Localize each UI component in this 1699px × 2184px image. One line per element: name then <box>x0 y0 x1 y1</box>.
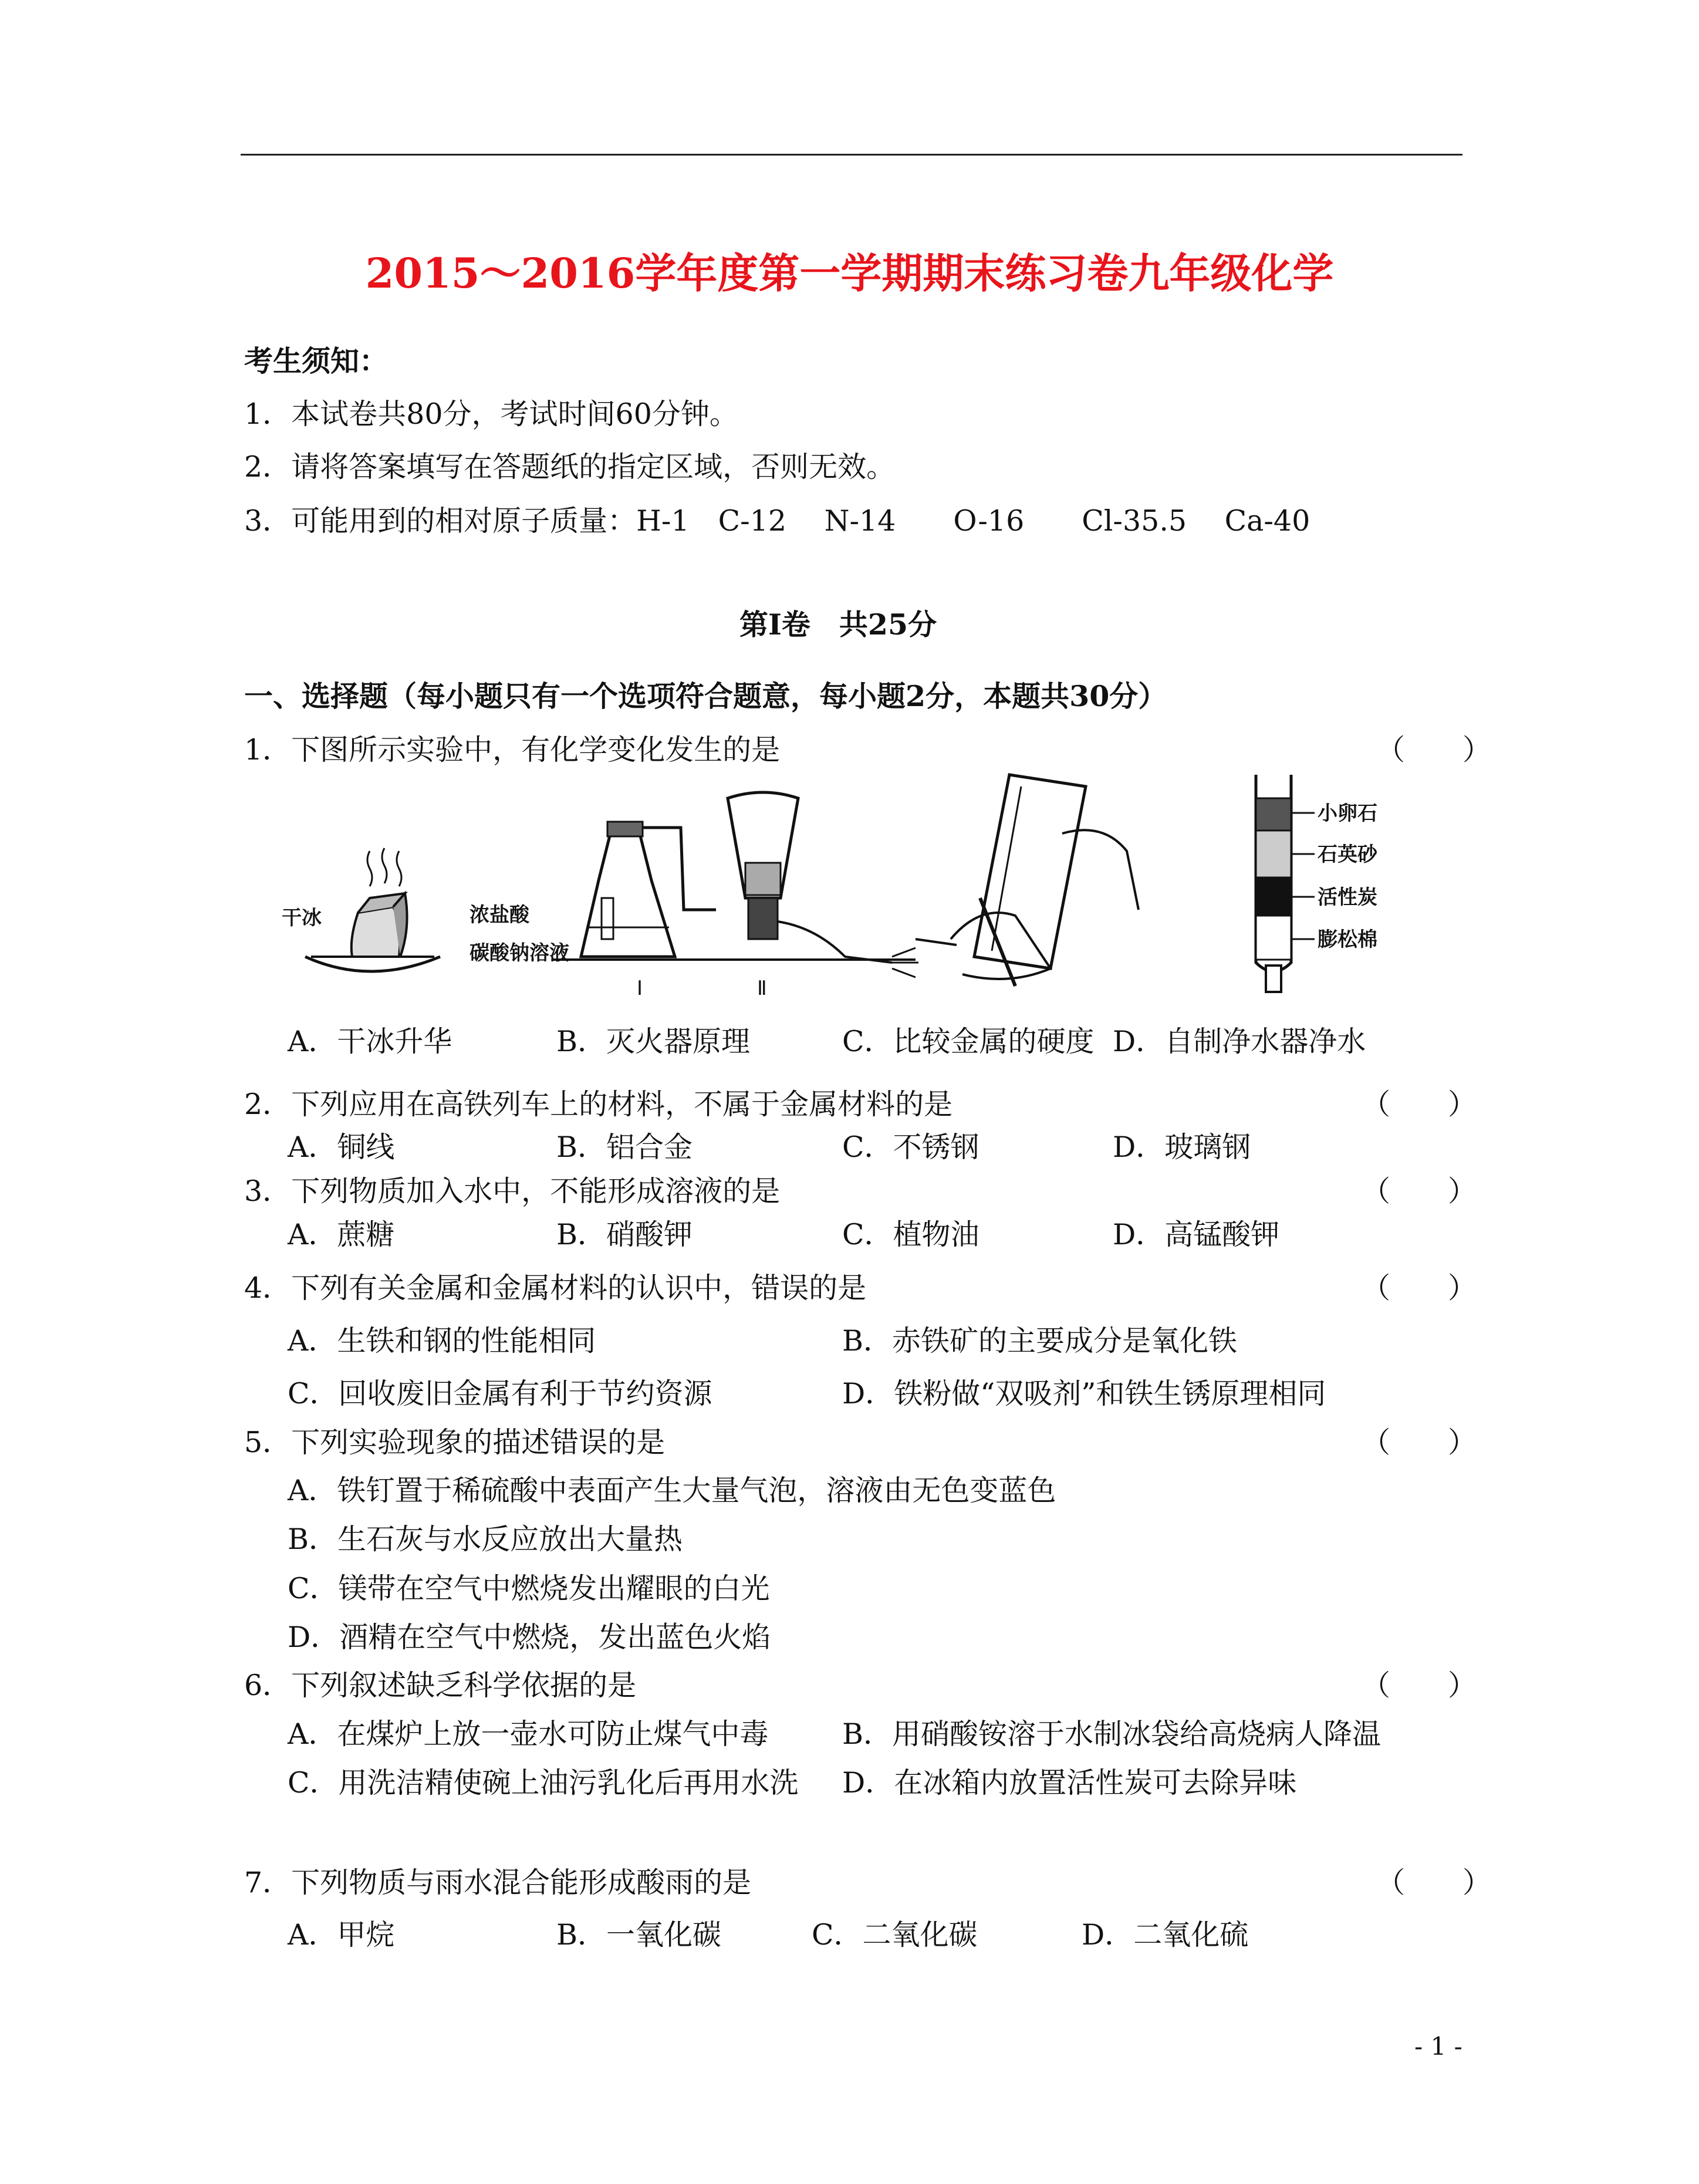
option: B．生石灰与水反应放出大量热 <box>288 1523 683 1556</box>
option: D．在冰箱内放置活性炭可去除异味 <box>842 1766 1297 1800</box>
option: C．比较金属的硬度 <box>842 1025 1095 1058</box>
answer-blank: （ ） <box>1376 733 1492 767</box>
label-dry-ice: 干冰 <box>282 906 322 930</box>
label-hcl: 浓盐酸 <box>469 903 529 927</box>
question-stem: 5．下列实验现象的描述错误的是 <box>244 1426 666 1459</box>
option: C．植物油 <box>842 1218 979 1251</box>
metal-hardness-illustration <box>916 775 1139 986</box>
option: D．酒精在空气中燃烧，发出蓝色火焰 <box>288 1621 771 1654</box>
water-filter-illustration <box>1256 775 1315 992</box>
option: A．在煤炉上放一壶水可防止煤气中毒 <box>288 1717 769 1751</box>
answer-blank: （ ） <box>1362 1174 1477 1208</box>
exam-title: 2015～2016学年度第一学期期末练习卷九年级化学 <box>365 249 1334 298</box>
notice-item: 1．本试卷共80分，考试时间60分钟。 <box>244 397 738 431</box>
question-stem: 7．下列物质与雨水混合能形成酸雨的是 <box>244 1866 752 1899</box>
extinguisher-apparatus <box>552 792 918 977</box>
question-stem: 6．下列叙述缺乏科学依据的是 <box>244 1669 637 1702</box>
question-stem: 4．下列有关金属和金属材料的认识中，错误的是 <box>244 1271 867 1305</box>
notice-heading: 考生须知： <box>244 344 389 378</box>
question-stem: 3．下列物质加入水中，不能形成溶液的是 <box>244 1174 781 1208</box>
header-rule <box>241 154 1462 156</box>
label-cotton: 膨松棉 <box>1318 928 1377 951</box>
q1-figure <box>270 763 1444 1010</box>
option: A．干冰升华 <box>288 1025 452 1058</box>
option: B．硝酸钾 <box>556 1218 693 1251</box>
option: B．铝合金 <box>556 1130 693 1164</box>
label-quartz: 石英砂 <box>1318 843 1377 866</box>
label-roman-1: Ⅰ <box>637 977 643 1000</box>
option: D．高锰酸钾 <box>1113 1218 1280 1251</box>
option: C．回收废旧金属有利于节约资源 <box>288 1377 712 1410</box>
answer-blank: （ ） <box>1362 1426 1477 1459</box>
option: C．二氧化碳 <box>812 1918 978 1952</box>
option: D．铁粉做“双吸剂”和铁生锈原理相同 <box>842 1377 1326 1410</box>
notice-item: 2．请将答案填写在答题纸的指定区域，否则无效。 <box>244 450 896 484</box>
option: D．二氧化硫 <box>1082 1918 1249 1952</box>
option: D．自制净水器净水 <box>1113 1025 1366 1058</box>
answer-blank: （ ） <box>1362 1088 1477 1121</box>
option: C．不锈钢 <box>842 1130 979 1164</box>
option: B．一氧化碳 <box>556 1918 722 1952</box>
question-stem: 1．下图所示实验中，有化学变化发生的是 <box>244 733 781 767</box>
option: C．镁带在空气中燃烧发出耀眼的白光 <box>288 1572 770 1605</box>
part-title: 一、选择题（每小题只有一个选项符合题意，每小题2分，本题共30分） <box>244 679 1167 713</box>
label-roman-2: Ⅱ <box>757 977 767 1000</box>
option: A．生铁和钢的性能相同 <box>288 1324 596 1358</box>
answer-blank: （ ） <box>1376 1866 1492 1899</box>
dry-ice-illustration <box>305 848 440 971</box>
label-carbon: 活性炭 <box>1318 886 1377 909</box>
section-title: 第Ⅰ卷 共25分 <box>739 607 937 642</box>
question-stem: 2．下列应用在高铁列车上的材料，不属于金属材料的是 <box>244 1088 953 1121</box>
answer-blank: （ ） <box>1362 1669 1477 1702</box>
option: D．玻璃钢 <box>1113 1130 1251 1164</box>
option: C．用洗洁精使碗上油污乳化后再用水洗 <box>288 1766 799 1800</box>
label-pebble: 小卵石 <box>1318 802 1377 825</box>
option: B．用硝酸铵溶于水制冰袋给高烧病人降温 <box>842 1717 1382 1751</box>
option: A．蔗糖 <box>288 1218 395 1251</box>
option: A．铜线 <box>288 1130 395 1164</box>
notice-item: 3．可能用到的相对原子质量：H-1 C-12 N-14 O-16 Cl-35.5 Ca-40 <box>244 504 1310 538</box>
option: B．灭火器原理 <box>556 1025 751 1058</box>
label-na2co3: 碳酸钠溶液 <box>469 941 569 965</box>
answer-blank: （ ） <box>1362 1271 1477 1305</box>
option: B．赤铁矿的主要成分是氧化铁 <box>842 1324 1238 1358</box>
option: A．铁钉置于稀硫酸中表面产生大量气泡，溶液由无色变蓝色 <box>288 1474 1056 1507</box>
option: A．甲烷 <box>288 1918 395 1952</box>
page-number: - 1 - <box>1414 2032 1462 2061</box>
